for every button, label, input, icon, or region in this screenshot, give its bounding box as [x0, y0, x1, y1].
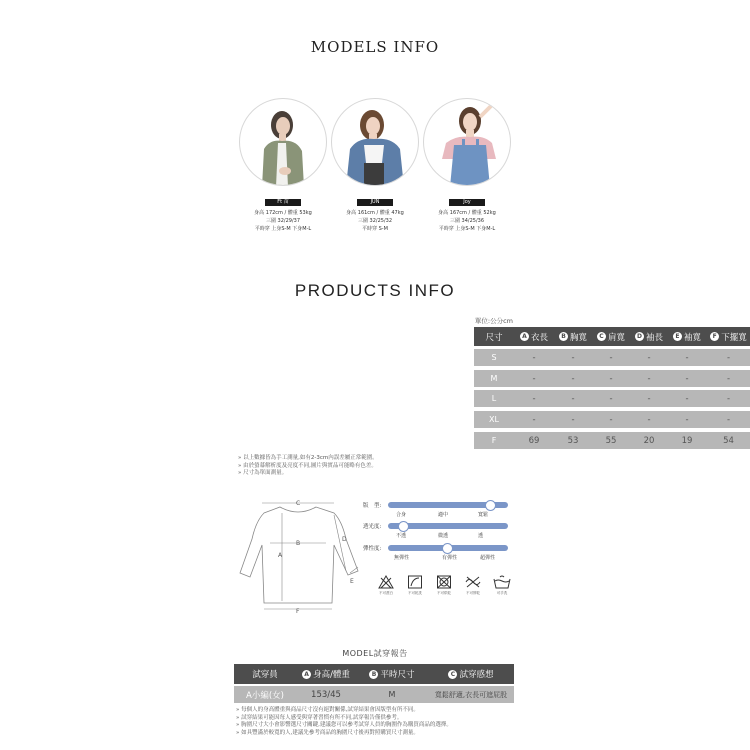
- column-badge: B: [369, 670, 378, 679]
- fit-slider-knob: [442, 543, 453, 554]
- slider-option: 超彈性: [480, 555, 496, 561]
- fit-slider-knob: [398, 521, 409, 532]
- slider-label: 透光度:: [363, 524, 382, 530]
- value-cell: -: [532, 373, 536, 384]
- column-label: 試穿員: [252, 670, 278, 680]
- value-cell: -: [685, 393, 689, 404]
- garment-diagram: [238, 495, 363, 615]
- column-label: 袖寬: [683, 332, 701, 343]
- model-measurements: 三圍 32/25/32: [357, 218, 393, 224]
- model-name: Ft 苗: [265, 199, 301, 206]
- value-cell: -: [609, 393, 613, 404]
- model-usual-size: 平時穿 上身S-M 下身M-L: [438, 226, 496, 232]
- report-notes: [236, 707, 452, 737]
- care-label: 可手洗: [496, 591, 508, 595]
- column-header: [706, 331, 750, 343]
- report-column-header: [356, 668, 428, 680]
- model-photo: [423, 98, 511, 186]
- table-row: [474, 370, 750, 387]
- column-label: 身高/體重: [313, 670, 350, 680]
- no-wring-icon: [463, 575, 483, 589]
- model-photo: [331, 98, 419, 186]
- column-header: [668, 331, 706, 343]
- table-row: [474, 432, 750, 449]
- report-tester: A小編(女): [246, 690, 284, 701]
- model-height-weight: 身高 167cm / 體重 52kg: [438, 210, 496, 216]
- value-cell: -: [647, 393, 651, 404]
- value-cell: -: [726, 373, 731, 384]
- diagram-label-f: F: [296, 608, 300, 615]
- slider-option: 適中: [438, 512, 449, 518]
- value-cell: -: [685, 414, 689, 425]
- column-header: [514, 331, 554, 343]
- diagram-label-d: D: [342, 536, 347, 543]
- model-card: [329, 98, 421, 233]
- model-height-weight: 身高 172cm / 體重 53kg: [254, 210, 312, 216]
- diagram-label-a: A: [278, 552, 283, 559]
- fit-slider-knob: [485, 500, 496, 511]
- care-item: [463, 575, 483, 596]
- column-label: 衣長: [530, 332, 548, 343]
- size-cell: S: [491, 353, 497, 362]
- slider-option: 寬鬆: [478, 512, 489, 518]
- model-card: [421, 98, 513, 233]
- care-label: 不可擰乾: [466, 591, 480, 595]
- care-item: [434, 575, 454, 596]
- diagram-label-e: E: [350, 578, 354, 585]
- note-line: » 尺寸為單面測量。: [238, 470, 288, 476]
- hand-wash-icon: [492, 575, 512, 589]
- value-cell: -: [726, 352, 731, 363]
- report-row: [234, 686, 514, 703]
- slider-option: 微透: [438, 533, 449, 539]
- report-column-header: [296, 668, 356, 680]
- note-line: » 試穿結果可能因每人感受與穿著習慣有所不同,試穿報告僅供參考。: [236, 714, 403, 721]
- column-badge: C: [597, 332, 606, 341]
- no-dryclean-icon: [405, 575, 425, 589]
- value-cell: -: [532, 414, 536, 425]
- report-usual-size: M: [388, 690, 396, 699]
- column-badge: B: [559, 332, 568, 341]
- note-line: » 如具豐滿於較寬的人,建議先參考商品的胸圍尺寸後再對照購買尺寸測量。: [236, 729, 419, 736]
- value-cell: 53: [567, 435, 579, 446]
- column-header: [554, 331, 592, 343]
- value-cell: -: [647, 414, 651, 425]
- value-cell: -: [609, 352, 613, 363]
- column-label: 尺寸: [485, 332, 503, 343]
- note-line: » 由於螢幕解析度及亮度不同,圖片與實品可能略有色差。: [238, 462, 377, 469]
- model-height-weight: 身高 161cm / 體重 47kg: [346, 210, 404, 216]
- slider-option: 不透: [396, 533, 407, 539]
- value-cell: -: [532, 352, 536, 363]
- report-height-weight: 153/45: [311, 689, 341, 700]
- column-label: 肩寬: [607, 332, 625, 343]
- value-cell: 55: [605, 435, 617, 446]
- care-label: 不可烘乾: [437, 591, 451, 595]
- size-cell: M: [490, 374, 498, 383]
- report-column-header: [428, 668, 514, 680]
- model-measurements: 三圍 34/25/36: [449, 218, 485, 224]
- value-cell: -: [571, 373, 575, 384]
- slider-option: 無彈性: [394, 555, 410, 561]
- column-header: [630, 331, 668, 343]
- value-cell: -: [571, 393, 575, 404]
- diagram-label-c: C: [296, 500, 301, 507]
- value-cell: 20: [643, 435, 655, 446]
- note-line: » 以上數據皆為手工測量,如有2-3cm內誤差屬正常範圍。: [238, 455, 378, 461]
- column-label: 下擺寬: [721, 332, 747, 343]
- slider-option: 合身: [396, 512, 407, 518]
- value-cell: 54: [723, 435, 734, 446]
- model-name: JUN: [357, 199, 393, 206]
- report-column-header: [234, 668, 296, 680]
- slider-option: 透: [478, 533, 484, 539]
- column-label: 袖長: [645, 332, 663, 343]
- model-measurements: 三圍 32/29/37: [265, 218, 301, 224]
- report-comment: 寬鬆舒適,衣長可遮屁股: [434, 690, 508, 699]
- note-line: » 胸圍尺寸大小會影響選尺寸關鍵,建議您可以參考試穿人員的胸圍作為購買商品的選擇。: [236, 722, 452, 728]
- column-header: [474, 331, 514, 343]
- value-cell: -: [571, 414, 575, 425]
- column-badge: F: [710, 332, 719, 341]
- report-table-header: [234, 664, 514, 684]
- table-row: [474, 411, 750, 428]
- model-usual-size: 平時穿 S-M: [362, 226, 388, 232]
- value-cell: -: [685, 352, 689, 363]
- column-badge: A: [520, 332, 529, 341]
- slider-label: 彈性度:: [363, 546, 382, 552]
- care-item: [405, 575, 425, 596]
- column-badge: D: [635, 332, 644, 341]
- report-title: MODEL試穿報告: [342, 649, 408, 658]
- value-cell: 19: [681, 435, 693, 446]
- model-card: [237, 98, 329, 233]
- value-cell: -: [571, 352, 575, 363]
- table-notes: [238, 455, 378, 478]
- slider-option: 有彈性: [442, 555, 458, 561]
- value-cell: -: [647, 373, 651, 384]
- products-title: PRODUCTS INFO: [294, 281, 456, 300]
- size-cell: F: [491, 436, 497, 445]
- size-cell: L: [491, 394, 497, 403]
- size-table-header: [474, 327, 750, 346]
- column-label: 胸寬: [569, 332, 587, 343]
- size-cell: XL: [489, 415, 499, 424]
- model-usual-size: 平時穿 上身S-M 下身M-L: [254, 226, 312, 232]
- value-cell: -: [609, 373, 613, 384]
- value-cell: -: [685, 373, 689, 384]
- value-cell: -: [726, 414, 731, 425]
- care-label: 不可漂白: [379, 591, 393, 595]
- no-bleach-icon: [376, 575, 396, 589]
- value-cell: -: [726, 393, 731, 404]
- value-cell: -: [532, 393, 536, 404]
- models-title: MODELS INFO: [310, 38, 440, 56]
- column-header: [592, 331, 630, 343]
- column-badge: E: [673, 332, 682, 341]
- slider-label: 版 型:: [363, 503, 382, 509]
- diagram-label-b: B: [296, 540, 301, 547]
- column-badge: C: [448, 670, 457, 679]
- care-item: [376, 575, 396, 596]
- value-cell: -: [647, 352, 651, 363]
- value-cell: -: [609, 414, 613, 425]
- table-row: [474, 390, 750, 407]
- column-label: 平時尺寸: [380, 670, 415, 680]
- unit-label: 單位:公分cm: [474, 317, 513, 325]
- value-cell: 69: [528, 435, 540, 446]
- column-label: 試穿感想: [459, 670, 494, 680]
- care-item: [492, 575, 512, 596]
- model-photo: [239, 98, 327, 186]
- column-badge: A: [302, 670, 311, 679]
- model-name: Joy: [449, 199, 485, 206]
- table-row: [474, 349, 750, 366]
- no-tumble-dry-icon: [434, 575, 454, 589]
- note-line: » 每個人的身高體重與商品尺寸沒有絕對關係,試穿結果會因版型有所不同。: [236, 707, 419, 713]
- care-label: 不可乾洗: [408, 591, 422, 595]
